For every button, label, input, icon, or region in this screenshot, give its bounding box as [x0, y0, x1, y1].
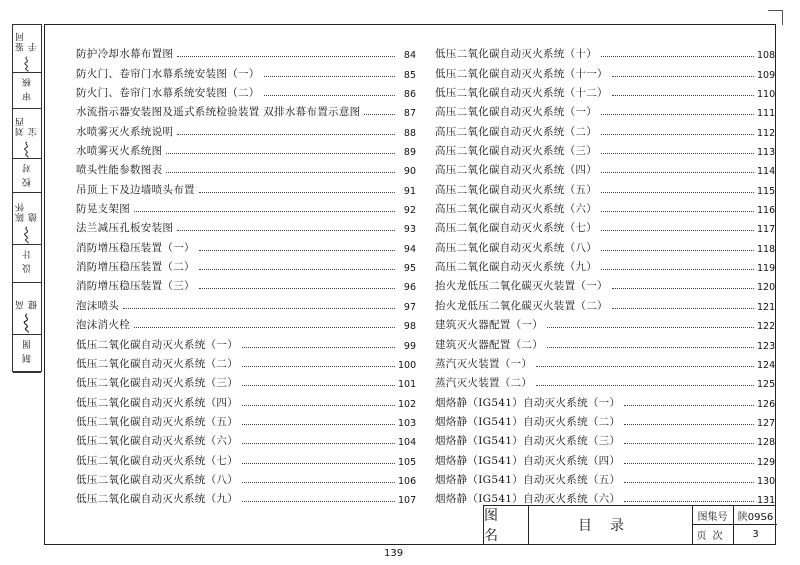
toc-dot-leader: [199, 192, 395, 193]
toc-left-column: [76, 42, 416, 506]
signature-scribble-icon: [19, 56, 35, 73]
toc-entry-title: 低压二氧化碳自动灭火系统（九）: [76, 493, 238, 506]
toc-entry-page: 126: [757, 398, 776, 410]
toc-entry-page: 101: [398, 379, 417, 391]
toc-entry-page: 104: [398, 437, 417, 449]
toc-dot-leader: [601, 211, 754, 212]
toc-entry-title: 烟烙静（IG541）自动灭火系统（四）: [435, 454, 621, 467]
toc-entry-page: 108: [757, 50, 776, 62]
toc-dot-leader: [536, 385, 754, 386]
toc-entry-page: 129: [757, 456, 776, 468]
toc-entry-title: 高压二氧化碳自动灭火系统（五）: [435, 183, 597, 196]
toc-dot-leader: [177, 134, 395, 135]
toc-entry[interactable]: [76, 313, 416, 332]
toc-dot-leader: [242, 366, 395, 367]
signature-scribble-icon: [19, 313, 35, 334]
toc-entry[interactable]: [435, 371, 775, 390]
toc-entry-page: 85: [403, 69, 416, 81]
toc-entry-page: 123: [757, 340, 776, 352]
sidebar-cell-label: 校 对: [22, 163, 33, 187]
toc-entry-page: 112: [757, 127, 776, 139]
drawing-name-label: 图名: [484, 506, 529, 544]
toc-entry[interactable]: [76, 81, 416, 100]
toc-entry-title: 烟烙静（IG541）自动灭火系统（六）: [435, 493, 621, 506]
toc-entry[interactable]: [76, 158, 416, 177]
toc-dot-leader: [624, 482, 754, 483]
toc-entry[interactable]: [76, 119, 416, 138]
toc-entry-title: 高压二氧化碳自动灭火系统（六）: [435, 203, 597, 216]
toc-entry[interactable]: [435, 119, 775, 138]
toc-entry-title: 高压二氧化碳自动灭火系统（三）: [435, 145, 597, 158]
toc-entry[interactable]: [76, 352, 416, 371]
toc-entry-page: 93: [403, 224, 416, 236]
toc-dot-leader: [601, 114, 754, 115]
toc-entry-title: 烟烙静（IG541）自动灭火系统（二）: [435, 415, 621, 428]
toc-dot-leader: [624, 424, 754, 425]
toc-entry-title: 高压二氧化碳自动灭火系统（二）: [435, 125, 597, 138]
toc-entry-page: 94: [403, 243, 416, 255]
toc-entry-title: 烟烙静（IG541）自动灭火系统（一）: [435, 396, 621, 409]
toc-entry-page: 117: [757, 224, 776, 236]
toc-dot-leader: [601, 172, 754, 173]
toc-entry[interactable]: [435, 352, 775, 371]
toc-entry-title: 防护冷却水幕布置图: [76, 48, 174, 61]
toc-dot-leader: [199, 288, 395, 289]
toc-entry-page: 128: [757, 437, 776, 449]
toc-dot-leader: [134, 211, 395, 212]
toc-entry-title: 水流指示器安装图及遥式系统检验装置 双排水幕布置示意图: [76, 106, 361, 119]
toc-entry[interactable]: [76, 235, 416, 254]
toc-entry[interactable]: [435, 158, 775, 177]
toc-entry-title: 法兰减压孔板安装图: [76, 222, 174, 235]
toc-entry-title: 高压二氧化碳自动灭火系统（七）: [435, 222, 597, 235]
sidebar-cell: [13, 73, 41, 109]
drawing-name-value: 目录: [528, 506, 693, 544]
toc-entry[interactable]: [435, 42, 775, 61]
toc-dot-leader: [242, 482, 395, 483]
toc-entry[interactable]: [76, 100, 416, 119]
toc-entry-title: 抬火龙低压二氧化碳灭火装置（二）: [435, 299, 608, 312]
toc-entry[interactable]: [76, 293, 416, 312]
toc-entry-page: 88: [403, 127, 416, 139]
toc-entry[interactable]: [76, 448, 416, 467]
toc-dot-leader: [624, 501, 754, 502]
toc-entry-page: 100: [398, 359, 417, 371]
toc-entry-page: 98: [403, 321, 416, 333]
toc-entry-page: 107: [398, 495, 417, 507]
toc-entry[interactable]: [435, 216, 775, 235]
toc-entry[interactable]: [76, 177, 416, 196]
toc-entry[interactable]: [435, 390, 775, 409]
toc-entry-title: 低压二氧化碳自动灭火系统（十二）: [435, 87, 608, 100]
toc-entry-title: 喷头性能参数图表: [76, 164, 163, 177]
toc-dot-leader: [612, 95, 754, 96]
toc-entry-title: 蒸汽灭火装置（二）: [435, 377, 533, 390]
toc-dot-leader: [242, 405, 395, 406]
sidebar-cell: [13, 25, 41, 73]
toc-entry[interactable]: [435, 197, 775, 216]
page-index-label: 页次: [692, 525, 734, 544]
toc-entry[interactable]: [435, 468, 775, 487]
toc-dot-leader: [199, 269, 395, 270]
toc-dot-leader: [166, 153, 395, 154]
sidebar-cell: [13, 335, 41, 373]
toc-entry-page: 114: [757, 166, 776, 178]
toc-entry-page: 125: [757, 379, 776, 391]
toc-entry-page: 97: [403, 301, 416, 313]
toc-entry-page: 113: [757, 147, 776, 159]
toc-entry-page: 130: [757, 475, 776, 487]
toc-entry-title: 水喷雾灭火系统说明: [76, 125, 174, 138]
toc-entry[interactable]: [435, 274, 775, 293]
toc-entry-page: 86: [403, 89, 416, 101]
toc-entry[interactable]: [435, 487, 775, 506]
toc-entry-title: 消防增压稳压装置（一）: [76, 241, 195, 254]
signature-scribble-icon: [19, 141, 35, 158]
toc-entry-page: 131: [757, 495, 776, 507]
toc-entry-page: 89: [403, 147, 416, 159]
toc-entry-title: 低压二氧化碳自动灭火系统（七）: [76, 454, 238, 467]
toc-dot-leader: [242, 424, 395, 425]
toc-entry-title: 水喷雾灭火系统图: [76, 145, 163, 158]
toc-right-column: [435, 42, 775, 506]
toc-entry-page: 111: [757, 108, 776, 120]
toc-entry[interactable]: [76, 197, 416, 216]
sidebar-cell-label: 刘西宝: [16, 116, 39, 137]
toc-dot-leader: [601, 56, 754, 57]
toc-dot-leader: [264, 95, 395, 96]
toc-entry-page: 95: [403, 263, 416, 275]
toc-entry-page: 116: [757, 205, 776, 217]
toc-entry-page: 87: [403, 108, 416, 120]
toc-entry-page: 103: [398, 417, 417, 429]
toc-dot-leader: [264, 76, 395, 77]
toc-entry-page: 122: [757, 321, 776, 333]
toc-entry[interactable]: [435, 255, 775, 274]
toc-entry-page: 110: [757, 89, 776, 101]
toc-entry-title: 烟烙静（IG541）自动灭火系统（五）: [435, 473, 621, 486]
sidebar-cell: [13, 283, 41, 335]
toc-entry[interactable]: [76, 42, 416, 61]
toc-entry-title: 消防增压稳压装置（三）: [76, 280, 195, 293]
toc-entry[interactable]: [435, 293, 775, 312]
toc-entry-title: 低压二氧化碳自动灭火系统（十）: [435, 48, 597, 61]
toc-entry-title: 消防增压稳压装置（二）: [76, 261, 195, 274]
page-index-value: 3: [752, 529, 759, 540]
toc-entry[interactable]: [435, 81, 775, 100]
toc-entry[interactable]: [435, 313, 775, 332]
sidebar-cell: [13, 245, 41, 283]
toc-entry-title: 防晃支架图: [76, 203, 130, 216]
toc-dot-leader: [612, 308, 754, 309]
toc-entry-page: 92: [403, 205, 416, 217]
toc-entry-title: 防火门、卷帘门水幕系统安装图（一）: [76, 67, 260, 80]
toc-dot-leader: [177, 230, 395, 231]
toc-entry-title: 低压二氧化碳自动灭火系统（六）: [76, 435, 238, 448]
toc-entry-page: 121: [757, 301, 776, 313]
atlas-number-value: 陕09S6: [734, 506, 777, 525]
toc-entry[interactable]: [435, 61, 775, 80]
page-number: 139: [384, 548, 404, 559]
toc-dot-leader: [601, 230, 754, 231]
toc-entry-page: 91: [403, 185, 416, 197]
toc-dot-leader: [177, 56, 395, 57]
toc-entry[interactable]: [76, 410, 416, 429]
atlas-number-label: 图集号: [692, 506, 734, 525]
toc-entry[interactable]: [435, 177, 775, 196]
toc-dot-leader: [547, 347, 754, 348]
corner-crop-mark: [768, 10, 783, 25]
approval-sidebar: [12, 24, 42, 372]
toc-entry[interactable]: [435, 410, 775, 429]
toc-dot-leader: [612, 288, 754, 289]
toc-dot-leader: [601, 269, 754, 270]
toc-entry[interactable]: [76, 274, 416, 293]
toc-entry-title: 低压二氧化碳自动灭火系统（十一）: [435, 67, 608, 80]
toc-dot-leader: [242, 501, 395, 502]
toc-entry-title: 高压二氧化碳自动灭火系统（八）: [435, 241, 597, 254]
toc-entry[interactable]: [76, 371, 416, 390]
toc-entry-page: 102: [398, 398, 417, 410]
toc-entry-title: 低压二氧化碳自动灭火系统（一）: [76, 338, 238, 351]
sidebar-cell-label: 设 计: [22, 249, 33, 273]
toc-dot-leader: [601, 192, 754, 193]
toc-entry[interactable]: [76, 139, 416, 158]
toc-dot-leader: [242, 347, 395, 348]
toc-entry-title: 抬火龙低压二氧化碳灭火装置（一）: [435, 280, 608, 293]
toc-entry-page: 120: [757, 282, 776, 294]
toc-entry-title: 低压二氧化碳自动灭火系统（三）: [76, 377, 238, 390]
toc-entry[interactable]: [435, 332, 775, 351]
toc-entry[interactable]: [435, 429, 775, 448]
toc-dot-leader: [612, 76, 754, 77]
sidebar-cell: [13, 109, 41, 159]
toc-entry[interactable]: [76, 61, 416, 80]
toc-dot-leader: [601, 250, 754, 251]
toc-dot-leader: [547, 327, 754, 328]
toc-entry-title: 防火门、卷帘门水幕系统安装图（二）: [76, 87, 260, 100]
toc-entry[interactable]: [76, 487, 416, 506]
toc-entry[interactable]: [76, 429, 416, 448]
toc-dot-leader: [536, 366, 754, 367]
toc-dot-leader: [242, 463, 395, 464]
toc-entry[interactable]: [76, 390, 416, 409]
toc-entry-title: 低压二氧化碳自动灭火系统（八）: [76, 473, 238, 486]
sidebar-cell-label: 陈怀德: [16, 201, 39, 222]
sidebar-cell: [13, 159, 41, 193]
sidebar-cell-label: 制 图: [22, 339, 33, 363]
sidebar-cell-label: 高 健: [16, 299, 39, 310]
toc-entry-title: 高压二氧化碳自动灭火系统（九）: [435, 261, 597, 274]
toc-dot-leader: [134, 327, 395, 328]
sidebar-cell-label: 鉴同手: [16, 31, 39, 52]
toc-dot-leader: [624, 443, 754, 444]
toc-dot-leader: [624, 463, 754, 464]
toc-entry-page: 119: [757, 263, 776, 275]
toc-entry-page: 84: [403, 50, 416, 62]
toc-entry[interactable]: [76, 216, 416, 235]
toc-entry-page: 105: [398, 456, 417, 468]
toc-dot-leader: [601, 134, 754, 135]
toc-dot-leader: [242, 385, 395, 386]
toc-entry[interactable]: [435, 139, 775, 158]
toc-entry-page: 124: [757, 359, 776, 371]
toc-entry-title: 低压二氧化碳自动灭火系统（二）: [76, 357, 238, 370]
toc-entry-title: 低压二氧化碳自动灭火系统（四）: [76, 396, 238, 409]
toc-dot-leader: [601, 153, 754, 154]
toc-entry[interactable]: [76, 332, 416, 351]
sidebar-cell: [13, 193, 41, 245]
toc-entry-page: 99: [403, 340, 416, 352]
sidebar-cell-label: 审 核: [22, 77, 33, 101]
toc-entry-title: 低压二氧化碳自动灭火系统（五）: [76, 415, 238, 428]
toc-entry-page: 106: [398, 475, 417, 487]
toc-dot-leader: [123, 308, 395, 309]
toc-dot-leader: [166, 172, 395, 173]
toc-entry[interactable]: [76, 255, 416, 274]
title-block: [483, 505, 776, 545]
toc-dot-leader: [624, 405, 754, 406]
toc-entry-title: 蒸汽灭火装置（一）: [435, 357, 533, 370]
signature-scribble-icon: [19, 226, 35, 244]
toc-entry-title: 烟烙静（IG541）自动灭火系统（三）: [435, 435, 621, 448]
toc-entry-page: 118: [757, 243, 776, 255]
toc-dot-leader: [364, 114, 395, 115]
toc-entry-title: 建筑灭火器配置（二）: [435, 338, 543, 351]
toc-entry[interactable]: [435, 100, 775, 119]
toc-entry[interactable]: [435, 235, 775, 254]
toc-entry-title: 高压二氧化碳自动灭火系统（一）: [435, 106, 597, 119]
toc-entry-page: 90: [403, 166, 416, 178]
toc-entry-page: 115: [757, 185, 776, 197]
toc-entry-title: 泡沫喷头: [76, 299, 120, 312]
toc-entry-title: 泡沫消火栓: [76, 319, 130, 332]
toc-entry-title: 高压二氧化碳自动灭火系统（四）: [435, 164, 597, 177]
toc-dot-leader: [242, 443, 395, 444]
toc-entry-page: 96: [403, 282, 416, 294]
toc-entry[interactable]: [76, 468, 416, 487]
toc-dot-leader: [199, 250, 395, 251]
toc-entry-page: 109: [757, 69, 776, 81]
toc-entry-title: 吊顶上下及边墙喷头布置: [76, 183, 195, 196]
toc-entry-title: 建筑灭火器配置（一）: [435, 319, 543, 332]
toc-entry-page: 127: [757, 417, 776, 429]
toc-entry[interactable]: [435, 448, 775, 467]
